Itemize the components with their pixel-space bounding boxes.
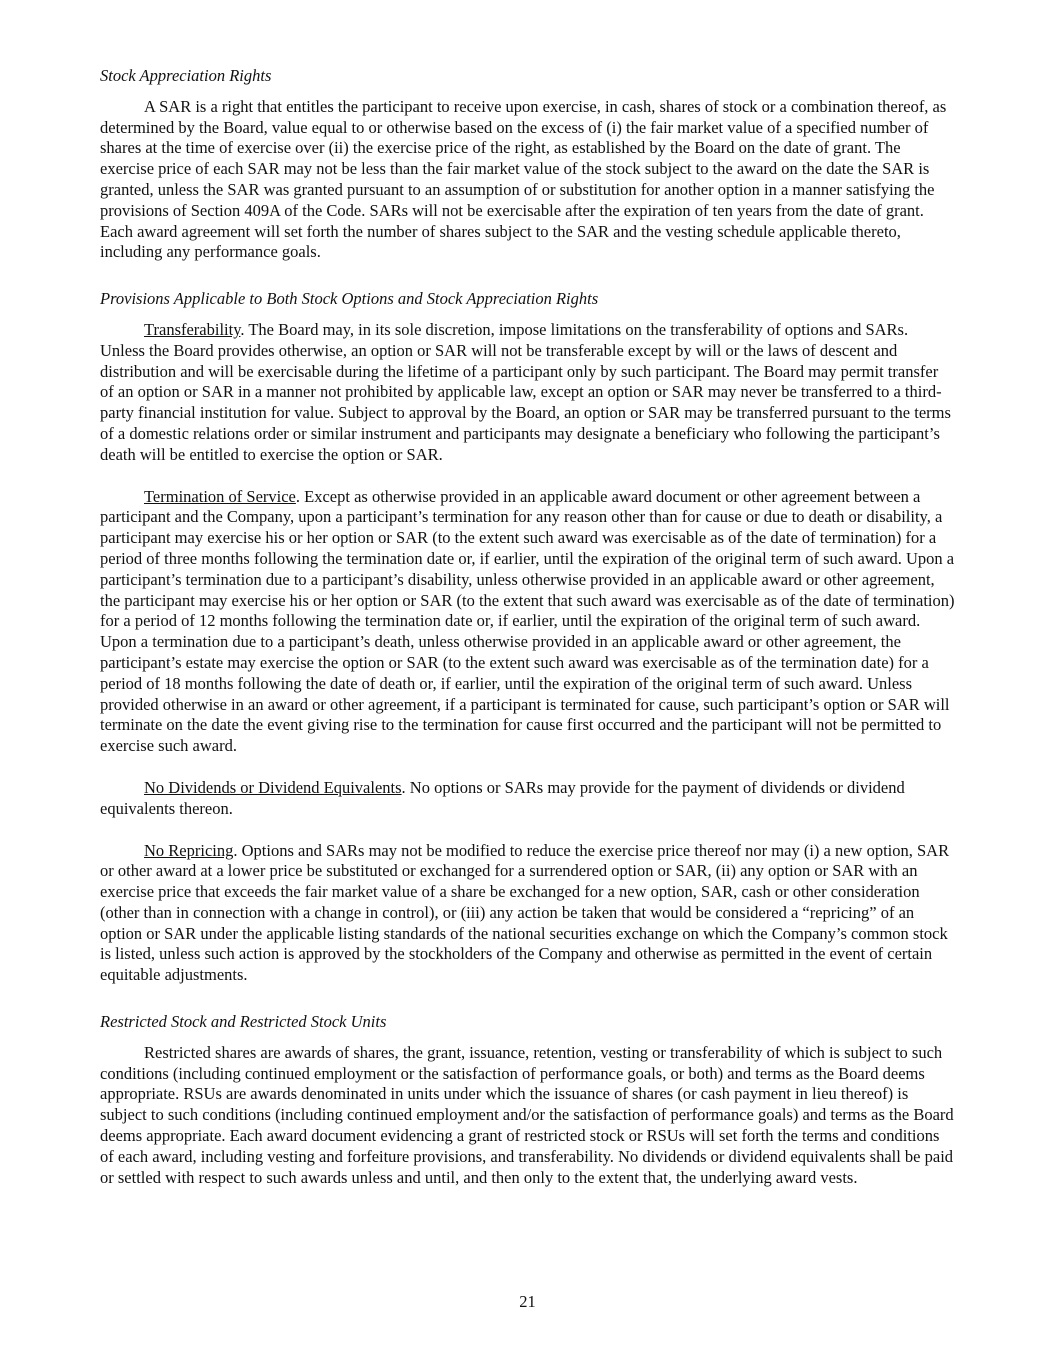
paragraph-lead: No Dividends or Dividend Equivalents [144,777,402,797]
paragraph-sar-description [100,97,955,263]
section-heading-restricted-stock: Restricted Stock and Restricted Stock Units [100,1012,387,1032]
paragraph-text: . Options and SARs may not be modified to reduce the exercise price thereof nor may (i) a new option, SAR or other award at a lower price be substituted or exchanged for a surrendered option or SAR, (ii) any option or SAR with an exercise price that exceeds the fair market value of a share be exchanged for a new option, SAR, cash or other consideration (other than in connection with a change in control), or (iii) any action be taken that would be considered a “repricing” of an option or SAR under the applicable listing standards of the national securities exchange on which the Company’s common stock is listed, unless such action is approved by the stockholders of the Company and otherwise as permitted in the event of certain equitable adjustments. [100,840,950,985]
paragraph-lead: Transferability [144,319,241,339]
paragraph-lead: No Repricing [144,840,234,860]
paragraph-text: A SAR is a right that entitles the participant to receive upon exercise, in cash, shares of stock or a combination thereof, as determined by the Board, value equal to or otherwise based on the excess of (i) the fair market value of a specified number of shares at the time of exercise over (ii) the exercise price of the right, as established by the Board on the date of grant. The exercise price of each SAR may not be less than the fair market value of the stock subject to the award on the date the SAR is granted, unless the SAR was granted pursuant to an assumption of or substitution for another option in a manner satisfying the provisions of Section 409A of the Code. SARs will not be exercisable after the expiration of ten years from the date of grant. Each award agreement will set forth the number of shares subject to the SAR and the vesting schedule applicable thereto, including any performance goals. [100,96,947,262]
paragraph-text: Restricted shares are awards of shares, the grant, issuance, retention, vesting or transferability of which is subject to such conditions (including continued employment or the satisfaction of performance goals, or both) and terms as the Board deems appropriate. RSUs are awards denominated in units under which the issuance of shares (or cash payment in lieu thereof) is subject to such conditions (including continued employment and/or the satisfaction of performance goals) and terms as the Board deems appropriate. Each award document evidencing a grant of restricted stock or RSUs will set forth the terms and conditions of each award, including vesting and forfeiture provisions, and transferability. No dividends or dividend equivalents shall be paid or settled with respect to such awards unless and until, and then only to the extent that, the underlying award vests. [100,1042,954,1187]
paragraph-text: . The Board may, in its sole discretion, impose limitations on the transferability of options and SARs. Unless the Board provides otherwise, an option or SAR will not be transferable except by will or the laws of descent and distribution and will be exercisable during the lifetime of a participant only by such participant. The Board may permit transfer of an option or SAR in a manner not prohibited by applicable law, except an option or SAR may never be transferred to a third-party financial institution for value. Subject to approval by the Board, an option or SAR may be transferred pursuant to the terms of a domestic relations order or similar instrument and participants may designate a beneficiary who following the participant’s death will be entitled to exercise the option or SAR. [100,319,951,464]
paragraph-lead: Termination of Service [144,486,296,506]
section-heading-stock-appreciation-rights: Stock Appreciation Rights [100,66,272,85]
section-heading-provisions-applicable: Provisions Applicable to Both Stock Options and Stock Appreciation Rights [100,289,599,309]
paragraph-termination-of-service [100,487,955,757]
paragraph-restricted-stock-description [100,1043,955,1189]
paragraph-transferability [100,320,955,466]
paragraph-no-dividends [100,778,955,820]
paragraph-text: . No options or SARs may provide for the payment of dividends or dividend equivalents thereon. [100,777,905,818]
paragraph-text: . Except as otherwise provided in an applicable award document or other agreement between a participant and the Company, upon a participant’s termination for any reason other than for cause or due to death or disability, a participant may exercise his or her option or SAR (to the extent such award was exercisable as of the date of termination) for a period of three months following the termination date or, if earlier, until the expiration of the original term of such award. Upon a participant’s termination due to a participant’s disability, unless otherwise provided in an applicable award or other agreement, the participant may exercise his or her option or SAR (to the extent that such award was exercisable as of the date of termination) for a period of 12 months following the termination date or, if earlier, until the expiration of the original term of such award. Upon a termination due to a participant’s death, unless otherwise provided in an applicable award or other agreement, the participant’s estate may exercise the option or SAR (to the extent such award was exercisable as of the termination date) for a period of 18 months following the date of death or, if earlier, until the expiration of the original term of such award. Unless provided otherwise in an award or other agreement, if a participant is terminated for cause, such participant’s option or SAR will terminate on the date the event giving rise to the termination for cause first occurred and the participant will not be permitted to exercise such award. [100,486,955,756]
page-number: 21 [519,1292,536,1311]
paragraph-no-repricing [100,841,955,987]
